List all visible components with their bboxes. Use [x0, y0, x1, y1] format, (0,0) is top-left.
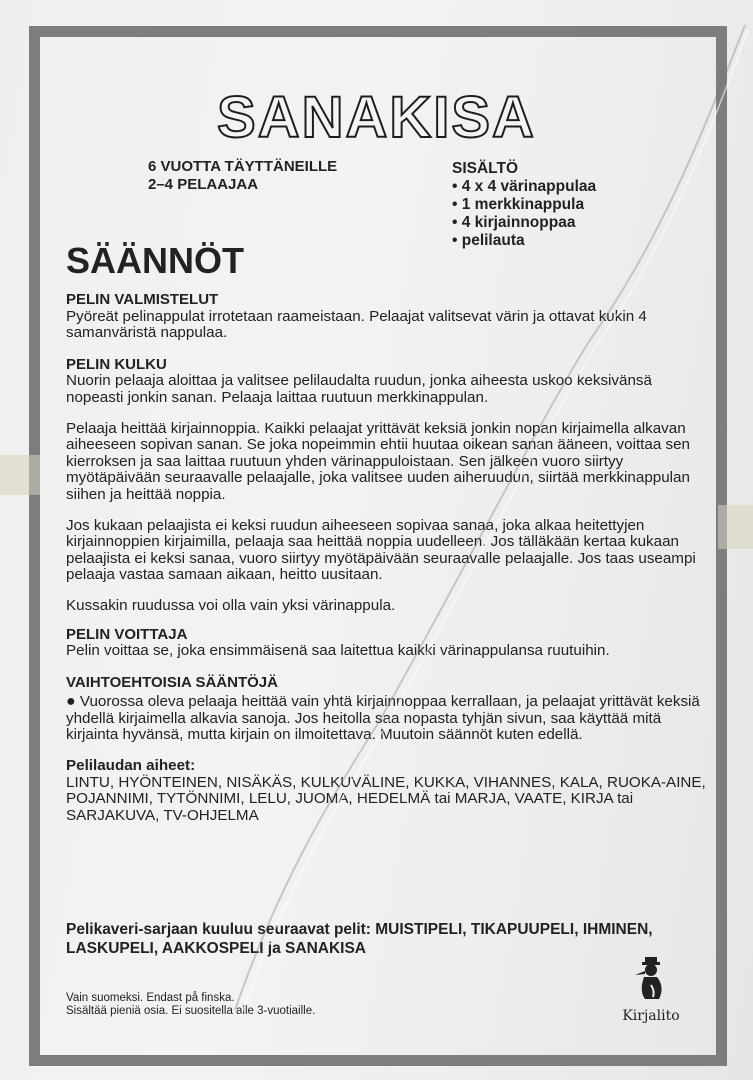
- contents-heading: SISÄLTÖ: [452, 160, 519, 177]
- setup-heading: PELIN VALMISTELUT: [66, 291, 219, 308]
- board-heading: Pelilaudan aiheet:: [66, 757, 196, 775]
- publisher-name: Kirjalito: [622, 1008, 680, 1024]
- rules-title: SÄÄNNÖT: [66, 240, 244, 281]
- tape-right: [718, 505, 753, 549]
- alternative-text: Vuorossa oleva pelaaja heittää vain yhtä kirjainnoppaa kerrallaan, ja pelaajat yrittävät keksiä yhdellä kirjaimella alkavia sanoja. Jos heitolla saa nopasta tyhjän sivun, saa käyttää mitä kirjainta hyvänsä, mutta kirjain on ilmoitettava. Muutoin säännöt kuten edellä.: [66, 693, 700, 744]
- alternative-heading: VAIHTOEHTOISIA SÄÄNTÖJÄ: [66, 673, 278, 691]
- course-paragraph: Nuorin pelaaja aloittaa ja valitsee pelilaudalta ruudun, jonka aiheesta uskoo keksivänsä nopeasti jonkin sanan. Pelaaja laittaa ruutuun merkkinappulan.: [66, 372, 652, 406]
- players-line: 2–4 PELAAJAA: [148, 176, 259, 193]
- contents-list: [452, 178, 596, 250]
- course-heading: PELIN KULKU: [66, 355, 167, 373]
- course-section: [66, 357, 706, 615]
- course-paragraph: Jos kukaan pelaajista ei keksi ruudun aiheeseen sopivaa sanaa, joka alkaa heitettyjen kirjainnoppien kirjaimilla, pelaaja saa heittää noppia uudelleen. Jos tälläkään kertaa kukaan pelaajista ei keksi sanaa, vuoro siirtyy myötäpäivään seuraavalle pelaajalle. Jos taas useampi pelaaja vastaa samaan aikaan, heitto uusitaan.: [66, 516, 696, 584]
- age-info: [148, 158, 337, 194]
- bullet-icon: ●: [66, 693, 76, 711]
- rules-body: [66, 292, 706, 824]
- bird-icon: [631, 955, 671, 1003]
- list-item: • 4 kirjainnoppaa: [452, 214, 596, 232]
- winner-text: Pelin voittaa se, joka ensimmäisenä saa laitettua kaikki värinappulansa ruutuihin.: [66, 642, 610, 660]
- series-info: Pelikaveri-sarjaan kuuluu seuraavat pelit: MUISTIPELI, TIKAPUUPELI, IHMINEN, LASKUPELI, AAKKOSPELI ja SANAKISA: [66, 921, 653, 957]
- footer-notes: [66, 992, 315, 1018]
- setup-text: Pyöreät pelinappulat irrotetaan raameistaan. Pelaajat valitsevat värin ja ottavat kukin 4 samanväristä nappulaa.: [66, 307, 647, 342]
- game-title: SANAKISA: [217, 85, 536, 150]
- list-item: • 4 x 4 värinappulaa: [452, 178, 596, 196]
- course-paragraph: Pelaaja heittää kirjainnoppia. Kaikki pelaajat yrittävät keksiä jonkin nopan kirjaimella alkavan aiheeseen sopivan sanan. Se joka nopeimmin ehtii huutaa oikean sanan ääneen, voittaa sen kierroksen ja saa laittaa ruutuun yhden värinappuloistaan. Sen jälkeen vuoro siirtyy myötäpäivään seuraavalle pelaajalle, joka valitsee uuden aiheruudun, siirtää merkkinappulan siihen ja heittää noppia.: [66, 419, 690, 503]
- publisher-logo: [616, 955, 686, 1024]
- board-topics: LINTU, HYÖNTEINEN, NISÄKÄS, KULKUVÄLINE, KUKKA, VIHANNES, KALA, RUOKA-AINE, POJANNIMI, TYTÖNNIMI, LELU, JUOMA, HEDELMÄ tai MARJA, VAATE, KIRJA tai SARJAKUVA, TV-OHJELMA: [66, 773, 706, 824]
- list-item: • pelilauta: [452, 232, 596, 250]
- course-paragraph: Kussakin ruudussa voi olla vain yksi värinappula.: [66, 596, 396, 614]
- tape-left: [0, 455, 40, 495]
- winner-section: [66, 627, 706, 660]
- contents-box: [452, 160, 596, 250]
- language-note: Vain suomeksi. Endast på finska.: [66, 992, 235, 1004]
- list-item: • 1 merkkinappula: [452, 196, 596, 214]
- age-line: 6 VUOTTA TÄYTTÄNEILLE: [148, 158, 338, 175]
- setup-section: [66, 292, 706, 342]
- alternative-section: [66, 675, 706, 744]
- winner-heading: PELIN VOITTAJA: [66, 625, 188, 643]
- alternative-rule: [66, 694, 706, 744]
- safety-note: Sisältää pieniä osia. Ei suositella alle 3-vuotiaille.: [66, 1005, 316, 1017]
